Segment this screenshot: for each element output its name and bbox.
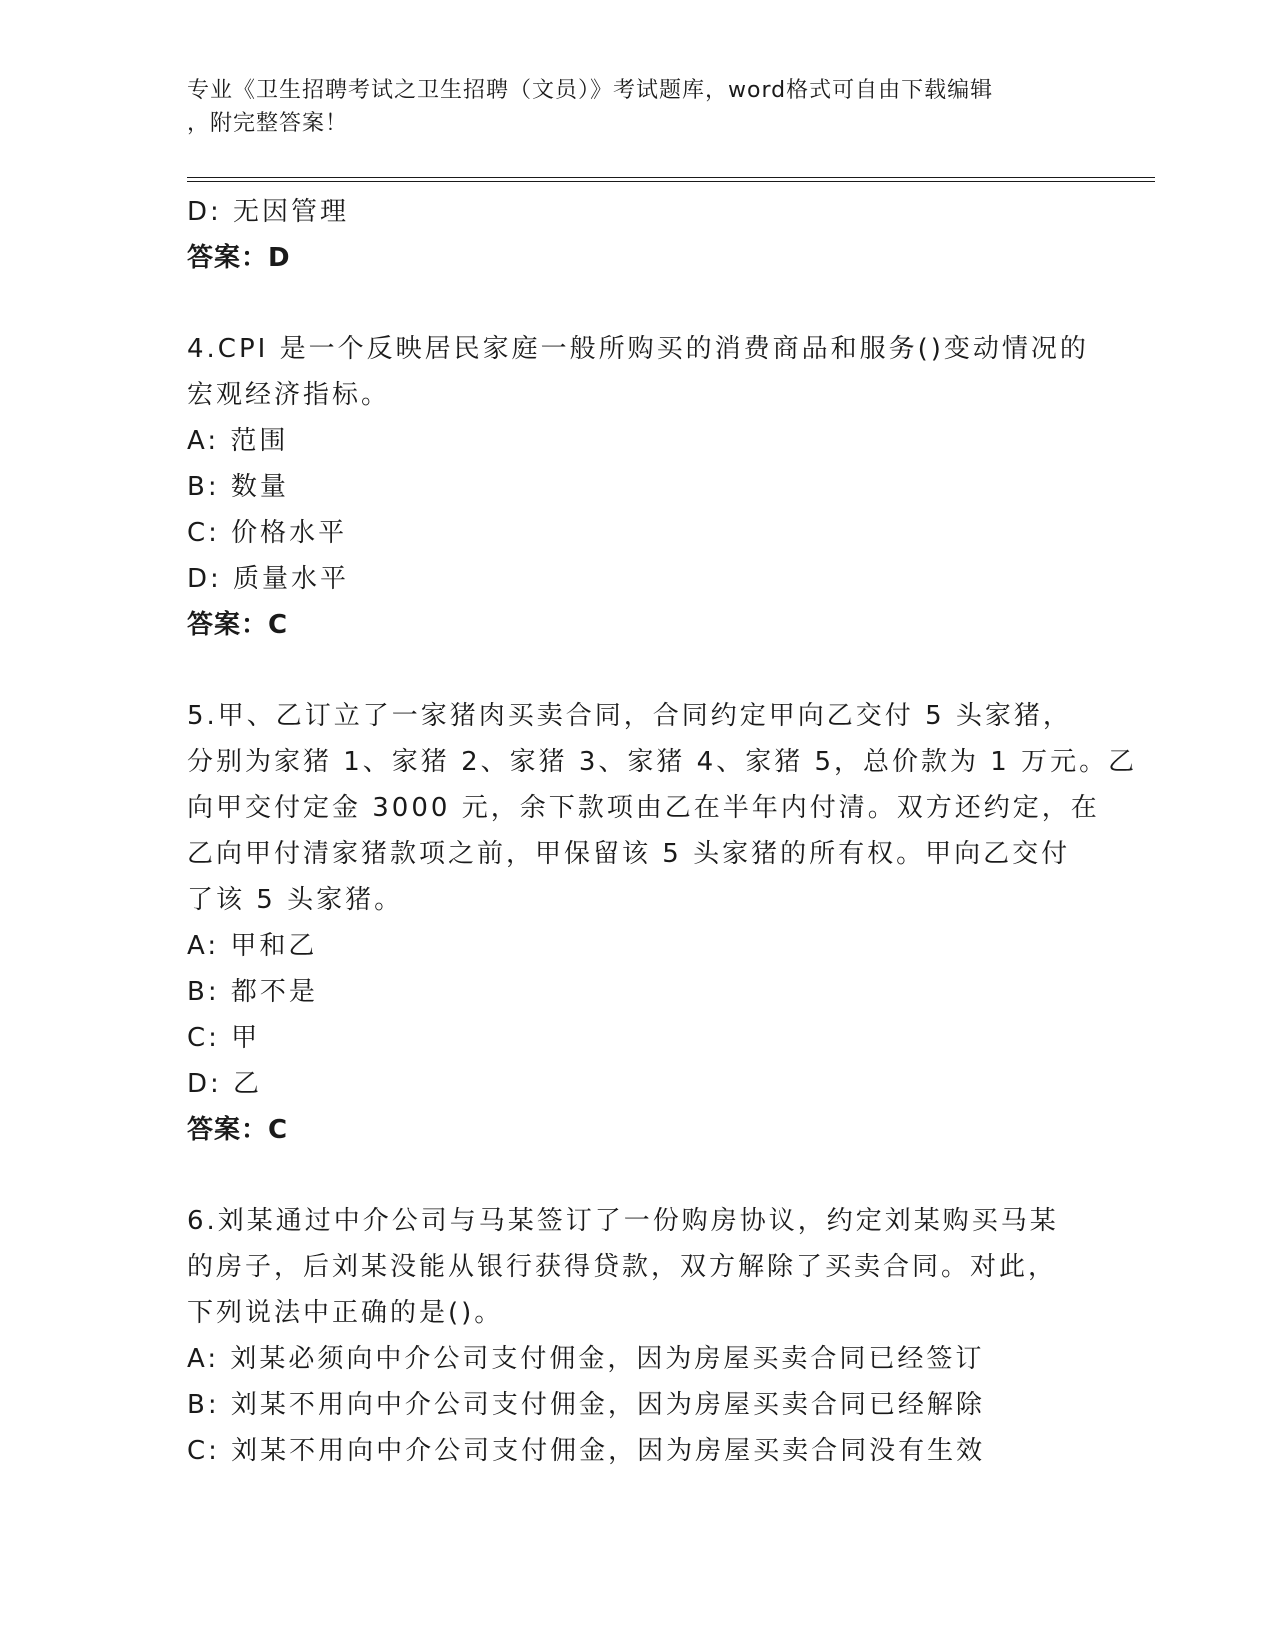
question-6: [187, 1198, 1087, 1474]
question-stem-line: 了该 5 头家猪。: [187, 885, 404, 915]
question-5: [187, 693, 1138, 1153]
answer: 答案：D: [187, 243, 291, 273]
question-list: [187, 189, 1138, 1474]
option-d: D: 质量水平: [187, 564, 350, 594]
question-3-partial: [187, 189, 1087, 281]
option-b: B: 刘某不用向中介公司支付佣金，因为房屋买卖合同已经解除: [187, 1390, 985, 1420]
question-4: [187, 326, 1087, 648]
question-stem-line: 下列说法中正确的是()。: [187, 1298, 504, 1328]
option-c: C: 刘某不用向中介公司支付佣金，因为房屋买卖合同没有生效: [187, 1436, 986, 1466]
answer: 答案：C: [187, 1115, 289, 1145]
answer: 答案：C: [187, 610, 289, 640]
header-line-2: ，附完整答案！: [187, 111, 349, 136]
option-a: A: 刘某必须向中介公司支付佣金，因为房屋买卖合同已经签订: [187, 1344, 985, 1374]
header-divider-bottom: [187, 181, 1155, 182]
option-c: C: 价格水平: [187, 518, 348, 548]
question-stem-line: 4.CPI 是一个反映居民家庭一般所购买的消费商品和服务()变动情况的: [187, 334, 1089, 364]
option-a: A: 甲和乙: [187, 931, 318, 961]
option-c: C: 甲: [187, 1023, 261, 1053]
spacer: [187, 648, 1087, 693]
question-stem-line: 宏观经济指标。: [187, 380, 391, 410]
spacer: [187, 281, 1087, 326]
option-b: B: 数量: [187, 472, 289, 502]
header-line-1: 专业《卫生招聘考试之卫生招聘（文员）》考试题库，word格式可自由下载编辑: [187, 78, 994, 103]
option-a: A: 范围: [187, 426, 289, 456]
question-stem-line: 分别为家猪 1、家猪 2、家猪 3、家猪 4、家猪 5，总价款为 1 万元。乙: [187, 747, 1138, 777]
question-stem-line: 5.甲、乙订立了一家猪肉买卖合同，合同约定甲向乙交付 5 头家猪，: [187, 701, 1072, 731]
question-stem-line: 乙向甲付清家猪款项之前，甲保留该 5 头家猪的所有权。甲向乙交付: [187, 839, 1071, 869]
header-divider-top: [187, 177, 1155, 178]
option-d: D: 乙: [187, 1069, 263, 1099]
question-stem-line: 6.刘某通过中介公司与马某签订了一份购房协议，约定刘某购买马某: [187, 1206, 1059, 1236]
question-stem-line: 的房子，后刘某没能从银行获得贷款，双方解除了买卖合同。对此，: [187, 1252, 1058, 1282]
page-header: [187, 74, 1067, 140]
option-d: D: 无因管理: [187, 197, 350, 227]
spacer: [187, 1153, 1087, 1198]
option-b: B: 都不是: [187, 977, 318, 1007]
question-stem-line: 向甲交付定金 3000 元，余下款项由乙在半年内付清。双方还约定，在: [187, 793, 1100, 823]
